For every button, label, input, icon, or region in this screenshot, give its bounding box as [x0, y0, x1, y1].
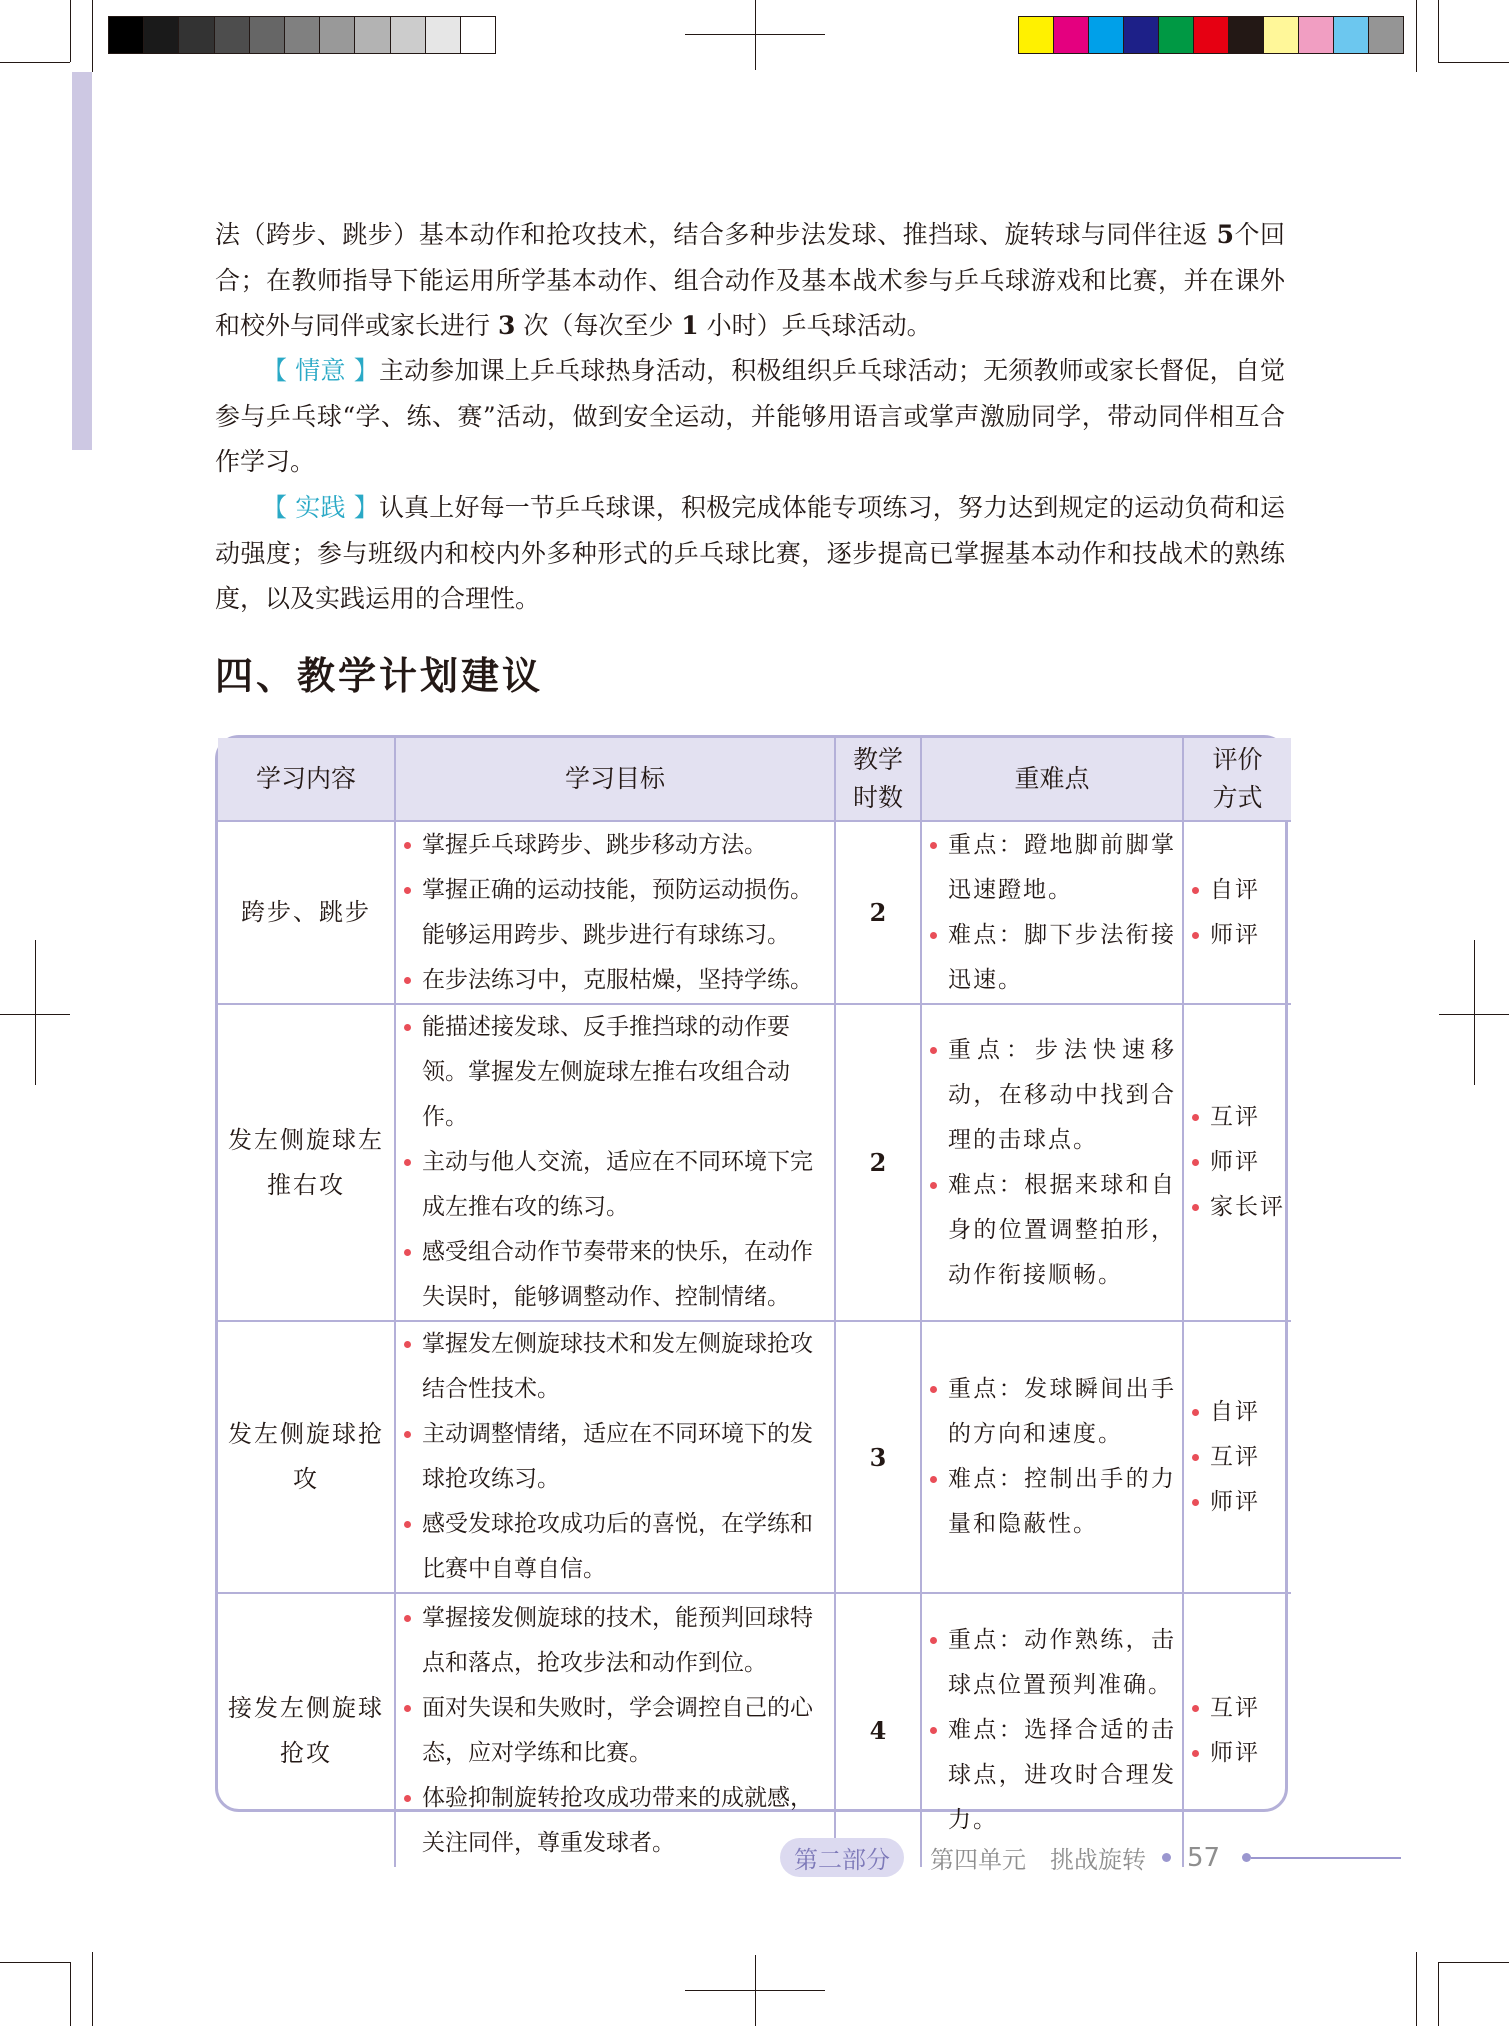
color-swatch [426, 17, 461, 53]
header-evaluation: 评价 方式 [1183, 738, 1291, 821]
bullet-icon [404, 1341, 411, 1348]
color-swatch [461, 17, 495, 53]
paragraph-skills: 法（跨步、跳步）基本动作和抢攻技术，结合多种步法发球、推挡球、旋转球与同伴往返 5个回合；在教师指导下能运用所学基本动作、组合动作及基本战术参与乒乓球游戏和比赛，并在课外和校外与同伴或家长进行 3 次（每次至少 1 小时）乒乓球活动。 [215, 220, 1285, 340]
bullet-icon [930, 842, 937, 849]
table-row [218, 1004, 1291, 1321]
color-swatch [250, 17, 285, 53]
list-item: 难点：根据来球和自身的位置调整拍形，动作衔接顺畅。 [928, 1163, 1176, 1298]
color-swatch [285, 17, 320, 53]
qingyi-tag: 【 情意 】 [262, 356, 379, 385]
bullet-icon [930, 1476, 937, 1483]
footer-line-dot [1242, 1853, 1251, 1862]
list-item: 面对失误和失败时，学会调控自己的心态，应对学练和比赛。 [402, 1686, 828, 1776]
cell-content: 发左侧旋球抢攻 [218, 1321, 395, 1593]
table-row [218, 1593, 1291, 1867]
footer-line [1251, 1857, 1401, 1859]
cell-hours: 4 [835, 1593, 921, 1867]
paragraph-shijian: 【 实践 】认真上好每一节乒乓球课，积极完成体能专项练习，努力达到规定的运动负荷和运动强度；参与班级内和校内外多种形式的乒乓球比赛，逐步提高已掌握基本动作和技战术的熟练度，以及实践运用的合理性。 [215, 493, 1285, 613]
bullet-icon [404, 977, 411, 984]
cell-hours: 3 [835, 1321, 921, 1593]
cell-content: 跨步、跳步 [218, 821, 395, 1004]
color-swatch [355, 17, 390, 53]
cell-evaluation [1183, 821, 1291, 1004]
footer-unit: 第四单元 [930, 1846, 1026, 1874]
header-key-points: 重难点 [921, 738, 1183, 821]
bullet-icon [930, 1386, 937, 1393]
cell-goals [395, 1004, 835, 1321]
cell-evaluation [1183, 1321, 1291, 1593]
cell-evaluation [1183, 1004, 1291, 1321]
color-swatch [1369, 17, 1403, 53]
list-item: 师评 [1190, 1140, 1285, 1185]
bullet-icon [1192, 1705, 1199, 1712]
bullet-icon [1192, 1499, 1199, 1506]
list-item: 重点：蹬地脚前脚掌迅速蹬地。 [928, 823, 1176, 913]
list-item: 重点：动作熟练，击球点位置预判准确。 [928, 1618, 1176, 1708]
bullet-icon [404, 1431, 411, 1438]
list-item: 主动调整情绪，适应在不同环境下的发球抢攻练习。 [402, 1412, 828, 1502]
list-item: 掌握乒乓球跨步、跳步移动方法。 [402, 823, 828, 868]
list-item: 互评 [1190, 1435, 1285, 1480]
color-swatch [144, 17, 179, 53]
color-swatch [179, 17, 214, 53]
color-swatch [1299, 17, 1334, 53]
bullet-icon [1192, 1409, 1199, 1416]
header-goals: 学习目标 [395, 738, 835, 821]
bullet-icon [404, 842, 411, 849]
cell-content: 接发左侧旋球抢攻 [218, 1593, 395, 1867]
list-item: 在步法练习中，克服枯燥，坚持学练。 [402, 958, 828, 1003]
bullet-icon [1192, 1114, 1199, 1121]
table-row [218, 821, 1291, 1004]
cell-goals [395, 1321, 835, 1593]
color-swatch [1124, 17, 1159, 53]
footer-theme: 挑战旋转 [1050, 1846, 1146, 1874]
section-heading: 四、教学计划建议 [215, 654, 544, 698]
list-item: 掌握接发侧旋球的技术，能预判回球特点和落点，抢攻步法和动作到位。 [402, 1596, 828, 1686]
bullet-icon [1192, 1750, 1199, 1757]
color-calibration-bar [1018, 16, 1404, 54]
cell-goals [395, 821, 835, 1004]
header-hours: 教学 时数 [835, 738, 921, 821]
list-item: 师评 [1190, 1480, 1285, 1525]
bullet-icon [404, 1024, 411, 1031]
cell-key-points [921, 821, 1183, 1004]
list-item: 感受发球抢攻成功后的喜悦，在学练和比赛中自尊自信。 [402, 1502, 828, 1592]
shijian-tag: 【 实践 】 [262, 493, 379, 522]
color-swatch [1019, 17, 1054, 53]
page-number: 57 [1187, 1842, 1221, 1873]
page-footer [780, 1838, 1401, 1877]
list-item: 重点：发球瞬间出手的方向和速度。 [928, 1367, 1176, 1457]
footer-dot [1162, 1853, 1171, 1862]
bullet-icon [404, 887, 411, 894]
list-item: 师评 [1190, 913, 1285, 958]
bullet-icon [1192, 932, 1199, 939]
list-item: 主动与他人交流，适应在不同环境下完成左推右攻的练习。 [402, 1140, 828, 1230]
list-item: 家长评 [1190, 1185, 1285, 1230]
color-swatch [1089, 17, 1124, 53]
color-swatch [1054, 17, 1089, 53]
header-content: 学习内容 [218, 738, 395, 821]
bullet-icon [1192, 1159, 1199, 1166]
bullet-icon [1192, 1454, 1199, 1461]
page-edge-tab [72, 72, 92, 450]
bullet-icon [404, 1615, 411, 1622]
color-swatch [1334, 17, 1369, 53]
color-swatch [1194, 17, 1229, 53]
color-swatch [109, 17, 144, 53]
list-item: 难点：控制出手的力量和隐蔽性。 [928, 1457, 1176, 1547]
cell-content: 发左侧旋球左推右攻 [218, 1004, 395, 1321]
list-item: 自评 [1190, 1390, 1285, 1435]
color-swatch [391, 17, 426, 53]
cell-key-points [921, 1593, 1183, 1867]
color-swatch [1229, 17, 1264, 53]
bullet-icon [404, 1159, 411, 1166]
cell-goals [395, 1593, 835, 1867]
paragraph-qingyi: 【 情意 】主动参加课上乒乓球热身活动，积极组织乒乓球活动；无须教师或家长督促，自觉参与乒乓球“学、练、赛”活动，做到安全运动，并能够用语言或掌声激励同学，带动同伴相互合作学习。 [215, 356, 1285, 476]
list-item: 掌握发左侧旋球技术和发左侧旋球抢攻结合性技术。 [402, 1322, 828, 1412]
color-swatch [320, 17, 355, 53]
color-swatch [215, 17, 250, 53]
teaching-plan-table [215, 735, 1288, 1856]
list-item: 互评 [1190, 1686, 1285, 1731]
table-header-row [218, 738, 1291, 821]
list-item: 体验抑制旋转抢攻成功带来的成就感，关注同伴，尊重发球者。 [402, 1776, 828, 1866]
gray-scale-bar [108, 16, 496, 54]
bullet-icon [1192, 1204, 1199, 1211]
cell-key-points [921, 1321, 1183, 1593]
list-item: 互评 [1190, 1095, 1285, 1140]
footer-part: 第二部分 [780, 1838, 904, 1877]
bullet-icon [930, 1047, 937, 1054]
color-swatch [1159, 17, 1194, 53]
bullet-icon [930, 1727, 937, 1734]
list-item: 感受组合动作节奏带来的快乐，在动作失误时，能够调整动作、控制情绪。 [402, 1230, 828, 1320]
list-item: 重点：步法快速移动，在移动中找到合理的击球点。 [928, 1028, 1176, 1163]
cell-key-points [921, 1004, 1183, 1321]
list-item: 自评 [1190, 868, 1285, 913]
bullet-icon [404, 1795, 411, 1802]
list-item: 能描述接发球、反手推挡球的动作要领。掌握发左侧旋球左推右攻组合动作。 [402, 1005, 828, 1140]
cell-evaluation [1183, 1593, 1291, 1867]
list-item: 掌握正确的运动技能，预防运动损伤。能够运用跨步、跳步进行有球练习。 [402, 868, 828, 958]
cell-hours: 2 [835, 821, 921, 1004]
cell-hours: 2 [835, 1004, 921, 1321]
table-row [218, 1321, 1291, 1593]
list-item: 难点：脚下步法衔接迅速。 [928, 913, 1176, 1003]
bullet-icon [930, 1182, 937, 1189]
bullet-icon [404, 1521, 411, 1528]
bullet-icon [930, 932, 937, 939]
bullet-icon [930, 1637, 937, 1644]
bullet-icon [404, 1705, 411, 1712]
color-swatch [1264, 17, 1299, 53]
bullet-icon [1192, 887, 1199, 894]
bullet-icon [404, 1249, 411, 1256]
list-item: 难点：选择合适的击球点，进攻时合理发力。 [928, 1708, 1176, 1843]
list-item: 师评 [1190, 1731, 1285, 1776]
